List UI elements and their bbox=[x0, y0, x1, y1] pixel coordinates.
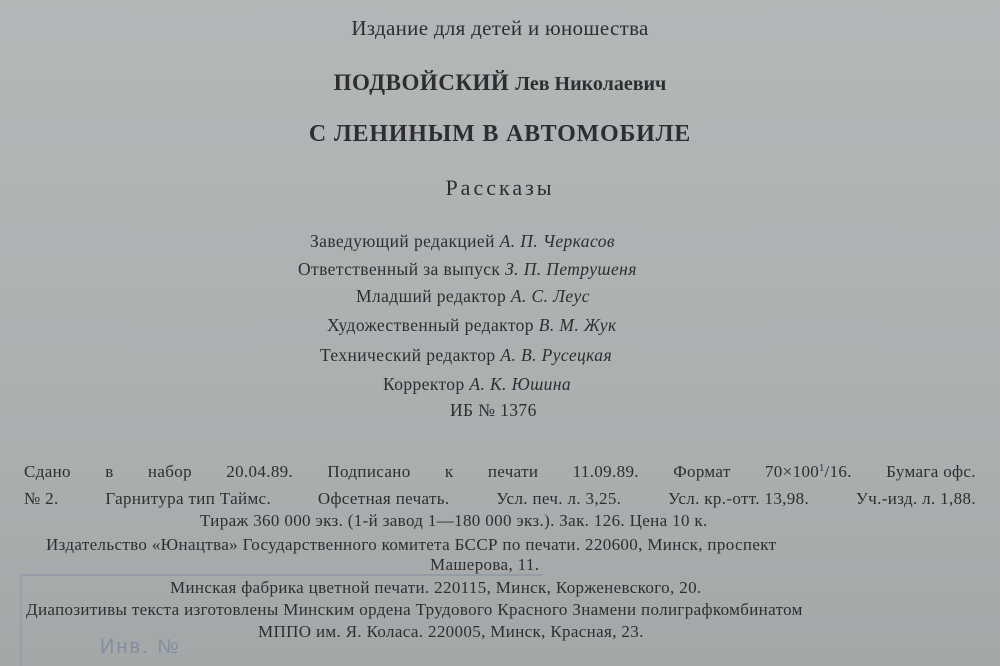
imprint-word: печати bbox=[487, 462, 539, 481]
credit-editor-in-chief bbox=[310, 231, 615, 252]
imprint-paper: Бумага офс. bbox=[886, 462, 976, 481]
credit-role: Ответственный за выпуск bbox=[298, 259, 501, 279]
imprint-printer: Минская фабрика цветной печати. 220115, Минск, Корженевского, 20. bbox=[170, 578, 702, 597]
imprint-diapositives-address: МППО им. Я. Коласа. 220005, Минск, Красная, 23. bbox=[258, 622, 644, 641]
imprint-word: Подписано bbox=[327, 462, 411, 481]
credit-name: З. П. Петрушеня bbox=[505, 259, 637, 279]
credit-responsible bbox=[298, 259, 637, 280]
imprint-word: Формат bbox=[673, 462, 731, 481]
imprint-word: в bbox=[105, 462, 114, 481]
credit-name: А. К. Юшина bbox=[469, 374, 572, 394]
imprint-diapositives: Диапозитивы текста изготовлены Минским ордена Трудового Красного Знамени полиграфкомбинатом bbox=[26, 600, 803, 619]
credit-junior-editor bbox=[356, 286, 590, 307]
imprint-line-1 bbox=[24, 462, 976, 482]
author-given-name: Лев Николаевич bbox=[515, 73, 667, 95]
credit-tech-editor bbox=[320, 345, 612, 366]
ib-number: ИБ № 1376 bbox=[450, 400, 537, 420]
imprint-print-run: Тираж 360 000 экз. (1-й завод 1—180 000 экз.). Зак. 126. Цена 10 к. bbox=[200, 511, 708, 530]
author-surname: ПОДВОЙСКИЙ bbox=[333, 70, 510, 95]
series-line: Издание для детей и юношества bbox=[351, 16, 649, 40]
credit-role: Корректор bbox=[383, 374, 465, 394]
credit-name: А. П. Черкасов bbox=[499, 231, 615, 251]
imprint-part: Усл. печ. л. 3,25. bbox=[496, 489, 622, 508]
imprint-part: Уч.-изд. л. 1,88. bbox=[855, 489, 976, 508]
credit-name: А. С. Леус bbox=[510, 286, 590, 306]
author-line bbox=[0, 70, 1000, 96]
imprint-publisher: Издательство «Юнацтва» Государственного комитета БССР по печати. 220600, Минск, проспект bbox=[46, 535, 777, 554]
imprint-part: Офсетная печать. bbox=[317, 489, 450, 508]
imprint-part: № 2. bbox=[24, 489, 59, 508]
credit-name: А. В. Русецкая bbox=[500, 345, 612, 365]
credit-role: Младший редактор bbox=[356, 286, 507, 306]
imprint-word: к bbox=[444, 462, 454, 481]
imprint-word: набор bbox=[147, 462, 192, 481]
imprint-word: 11.09.89. bbox=[572, 462, 639, 481]
book-genre: Рассказы bbox=[445, 175, 555, 200]
imprint-line-2 bbox=[24, 489, 976, 509]
imprint-word: Сдано bbox=[24, 462, 71, 481]
book-title: С ЛЕНИНЫМ В АВТОМОБИЛЕ bbox=[308, 121, 692, 147]
imprint-word: 20.04.89. bbox=[226, 462, 294, 481]
credit-role: Технический редактор bbox=[320, 345, 496, 365]
inventory-stamp-text: Инв. № bbox=[100, 636, 181, 658]
library-stamp bbox=[20, 574, 542, 666]
credit-role: Заведующий редакцией bbox=[310, 231, 495, 251]
imprint-part: Усл. кр.-отт. 13,98. bbox=[668, 489, 810, 508]
credit-name: В. М. Жук bbox=[538, 315, 617, 335]
imprint-part: Гарнитура тип Таймс. bbox=[105, 489, 272, 508]
imprint-format: $70\times 100^1/16$. bbox=[764, 462, 852, 481]
imprint-publisher-address: Машерова, 11. bbox=[430, 555, 540, 574]
credit-role: Художественный редактор bbox=[327, 315, 534, 335]
credit-proofreader bbox=[383, 374, 571, 395]
credit-art-editor bbox=[327, 315, 617, 336]
